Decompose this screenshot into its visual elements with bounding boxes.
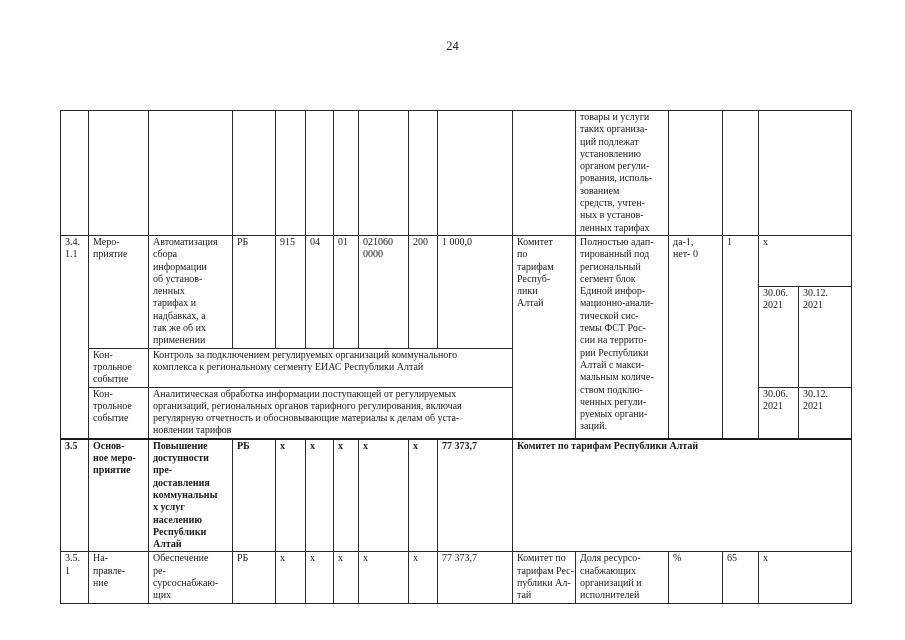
amount-cell: 77 373,7 xyxy=(438,439,513,552)
table-row-3-5 xyxy=(61,439,852,552)
budget-code-cell: x xyxy=(306,552,334,603)
budget-code-cell: x xyxy=(334,552,359,603)
date-end-cell: 30.12. 2021 xyxy=(799,387,852,439)
budget-code-cell: 915 xyxy=(276,235,306,348)
value-cell: 1 xyxy=(723,235,759,438)
empty-cell xyxy=(409,111,438,236)
indicator-cell: Доля ресурсо- снабжающих организаций и исполнителей xyxy=(576,552,669,603)
item-kind-cell: Кон- трольное событие xyxy=(89,348,149,387)
funding-source-cell: РБ xyxy=(233,439,276,552)
executor-cell: Комитет по тарифам Рес- публики Ал- тай xyxy=(513,552,576,603)
empty-cell xyxy=(149,111,233,236)
empty-cell xyxy=(89,111,149,236)
empty-cell xyxy=(759,111,852,236)
budget-code-cell: 021060 0000 xyxy=(359,235,409,348)
term-cell: x xyxy=(759,552,852,603)
amount-cell: 1 000,0 xyxy=(438,235,513,348)
indicator-cell: товары и услуги таких организа- ций подлежат установлению органом регули- рования, исполь- зованием средств, учтен- ных в установ- ленных тарифах xyxy=(576,111,669,236)
empty-cell xyxy=(276,111,306,236)
unit-cell: да-1, нет- 0 xyxy=(669,235,723,438)
budget-code-cell: x xyxy=(306,439,334,552)
funding-source-cell: РБ xyxy=(233,552,276,603)
empty-cell xyxy=(233,111,276,236)
date-start-cell: 30.06. 2021 xyxy=(759,387,799,439)
table-row-3-4-1-1 xyxy=(61,235,852,286)
budget-code-cell: x xyxy=(276,439,306,552)
control-event-text: Контроль за подключением регулируемых организаций коммунального комплекса к региональному сегменту ЕИАС Республики Алтай xyxy=(149,348,513,387)
item-number-cell: 3.5 xyxy=(61,439,89,552)
control-event-text: Аналитическая обработка информации поступающей от регулируемых организаций, региональных органов тарифного регулирования, включая регулярную отчетность и обосновывающие материалы к делам об уста- новлении тарифов xyxy=(149,387,513,439)
empty-cell xyxy=(306,111,334,236)
empty-cell xyxy=(723,111,759,236)
funding-source-cell: РБ xyxy=(233,235,276,348)
date-start-cell: 30.06. 2021 xyxy=(759,286,799,387)
budget-code-cell: x xyxy=(359,552,409,603)
date-end-cell: 30.12. 2021 xyxy=(799,286,852,387)
item-name-cell: Автоматизация сбора информации об установ- ленных тарифах и надбавках, а так же об их применении xyxy=(149,235,233,348)
item-number-cell: 3.5. 1 xyxy=(61,552,89,603)
table-row-3-5-1 xyxy=(61,552,852,603)
budget-code-cell: 04 xyxy=(306,235,334,348)
table-row-continuation xyxy=(61,111,852,236)
plan-table xyxy=(60,110,852,604)
term-cell: x xyxy=(759,235,852,286)
budget-code-cell: x xyxy=(409,552,438,603)
empty-cell xyxy=(359,111,409,236)
empty-cell xyxy=(438,111,513,236)
executor-cell: Комитет по тарифам Республики Алтай xyxy=(513,439,852,552)
item-name-cell: Обеспечение ре- сурсоснабжаю- щих xyxy=(149,552,233,603)
amount-cell: 77 373,7 xyxy=(438,552,513,603)
empty-cell xyxy=(61,111,89,236)
executor-cell: Комитет по тарифам Респуб- лики Алтай xyxy=(513,235,576,438)
empty-cell xyxy=(669,111,723,236)
budget-code-cell: x xyxy=(359,439,409,552)
budget-code-cell: 01 xyxy=(334,235,359,348)
item-kind-cell: Меро- приятие xyxy=(89,235,149,348)
indicator-cell: Полностью адап- тированный под региональный сегмент блок Единой инфор- мационно-анали- тической сис- темы ФСТ Рос- сии на террито- рии Республики Алтай с макси- мальным количе- ством подклю- ченных регули- руемых органи- заций. xyxy=(576,235,669,438)
empty-cell xyxy=(513,111,576,236)
budget-code-cell: x xyxy=(409,439,438,552)
item-kind-cell: На- правле- ние xyxy=(89,552,149,603)
budget-code-cell: x xyxy=(334,439,359,552)
budget-code-cell: x xyxy=(276,552,306,603)
page-number: 24 xyxy=(446,39,459,53)
empty-cell xyxy=(334,111,359,236)
item-kind-cell: Основ- ное меро- приятие xyxy=(89,439,149,552)
item-kind-cell: Кон- трольное событие xyxy=(89,387,149,439)
budget-code-cell: 200 xyxy=(409,235,438,348)
item-name-cell: Повышение доступности пре- доставления коммунальны х услуг населению Республики Алтай xyxy=(149,439,233,552)
item-number-cell: 3.4. 1.1 xyxy=(61,235,89,438)
value-cell: 65 xyxy=(723,552,759,603)
unit-cell: % xyxy=(669,552,723,603)
